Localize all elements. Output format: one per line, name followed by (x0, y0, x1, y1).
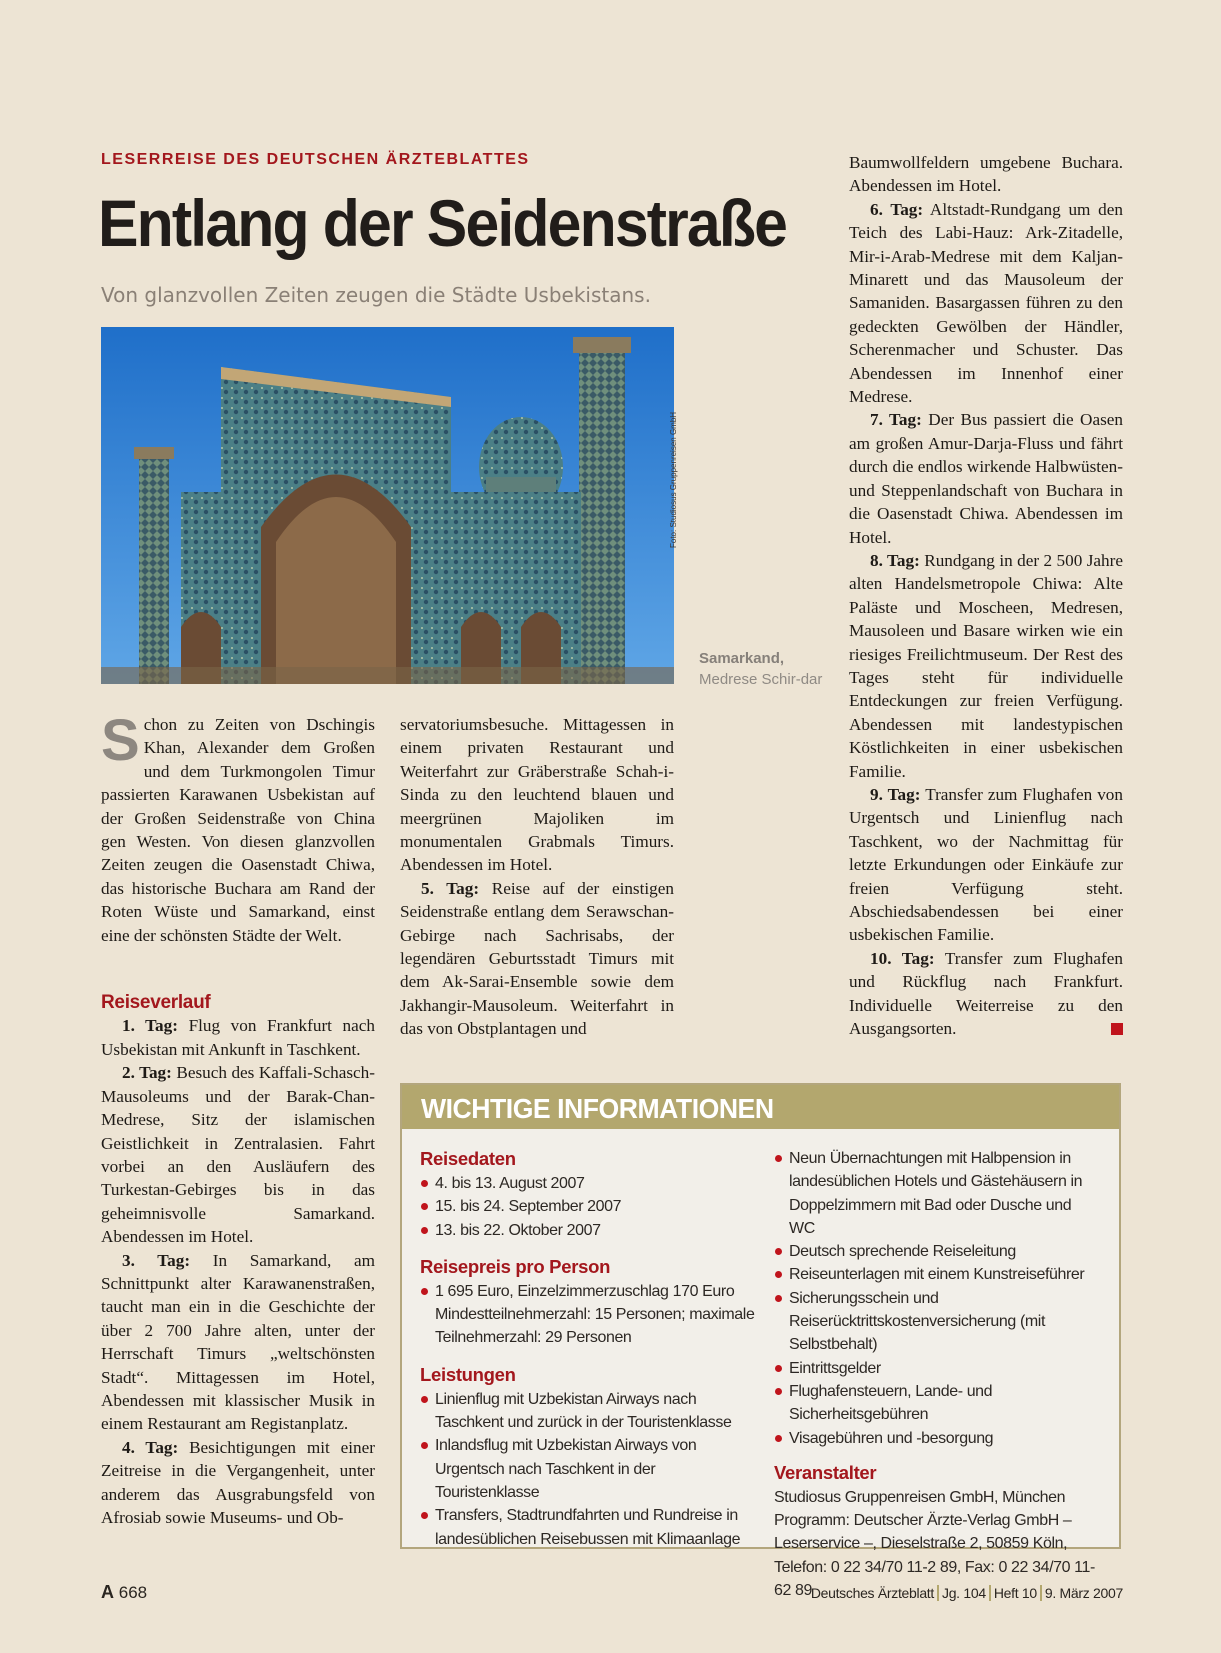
day-label: 7. Tag: (870, 410, 922, 430)
price-list (420, 1280, 755, 1350)
day-text: Altstadt-Rundgang um den Teich des Labi-Hauz: Ark-Zitadelle, Mir-i-Arab-Medrese mit dem Kaljan-Minarett und das Mausoleum der Samaniden. Basargassen führen zu den gedeckten Gewölben der Händler, Scherenmacher und Schuster. Das Abendessen im Innenhof einer Medrese. (849, 199, 1123, 407)
info-box-header (402, 1085, 1119, 1129)
organizer-heading: Veranstalter (774, 1461, 877, 1483)
services-list-right (774, 1147, 1099, 1450)
day-label: 10. Tag: (870, 948, 935, 968)
day-10 (849, 947, 1123, 1041)
list-item: 13. bis 22. Oktober 2007 (420, 1219, 755, 1242)
day-label: 4. Tag: (122, 1437, 179, 1457)
organizer-contact: Programm: Deutscher Ärzte-Verlag GmbH – Leserservice –, Dieselstraße 2, 50859 Köln, Telefon: 0 22 34/70 11-2 89, Fax: 0 22 34/70 11-62 89 (774, 1512, 1095, 1600)
list-item: Eintrittsgelder (774, 1357, 1099, 1380)
itinerary-heading: Reiseverlauf (101, 992, 211, 1014)
page-prefix: A (101, 1582, 114, 1602)
list-item: Neun Übernachtungen mit Halbpension in landesüblichen Hotels und Gästehäusern in Doppelzimmern mit Bad oder Dusche und WC (774, 1147, 1099, 1240)
day-text: Besichtigungen mit einer Zeitreise in die Vergangenheit, unter anderem das Ausgrabungsfeld von Afrosiab sowie Museums- und Ob- (101, 1437, 375, 1527)
divider (1040, 1585, 1042, 1601)
list-item: Visagebühren und -besorgung (774, 1427, 1099, 1450)
price-heading: Reisepreis pro Person (420, 1255, 611, 1277)
day-label: 2. Tag: (122, 1063, 172, 1083)
list-item: Flughafensteuern, Lande- und Sicherheitsgebühren (774, 1380, 1099, 1427)
list-item: 15. bis 24. September 2007 (420, 1195, 755, 1218)
divider (989, 1585, 991, 1601)
day-text: Besuch des Kaffali-Schasch-Mausoleums und der Barak-Chan-Medrese, Sitz der islamischen Geistlichkeit in Zentralasien. Fahrt vorbei an den Ausläufern des Turkestan-Gebirges bis in das geheimnisvolle Samarkand. Abendessen im Hotel. (101, 1063, 375, 1247)
day-label: 5. Tag: (421, 878, 480, 898)
medrese-photo (101, 327, 674, 684)
info-column-left (420, 1146, 755, 1551)
list-item: Inlandsflug mit Uzbekistan Airways von Urgentsch nach Taschkent in der Touristenklasse (420, 1434, 755, 1504)
intro-paragraph (101, 708, 375, 947)
journal-issue: Heft 10 (993, 1585, 1037, 1601)
day-text: Rundgang in der 2 500 Jahre alten Handelsmetropole Chiwa: Alte Paläste und Moscheen, Medresen, Mausoleen und Basare wirken wie ein riesiges Freilichtmuseum. Der Rest des Tages steht für individuelle Entdeckungen zur freien Verfügung. Abendessen mit landestypischen Köstlichkeiten in einer usbekischen Familie. (849, 550, 1124, 781)
day-1 (101, 1014, 375, 1061)
divider (937, 1585, 939, 1601)
day-text: Transfer zum Flughafen und Rückflug nach Frankfurt. Individuelle Weiterreise zu den Ausgangsorten. (849, 948, 1123, 1039)
day-text: Transfer zum Flughafen von Urgentsch und Linienflug nach Taschkent, wo der Nachmittag für letzte Erkundungen oder Einkäufe zur freien Verfügung steht. Abschiedsabendessen bei einer usbekischen Familie. (849, 784, 1123, 945)
list-item: Sicherungsschein und Reiserücktrittskostenversicherung (mit Selbstbehalt) (774, 1287, 1099, 1357)
page-number (101, 1582, 147, 1603)
day-text: Der Bus passiert die Oasen am großen Amur-Darja-Fluss und fährt durch die endlos wirkende Halbwüsten- und Steppenlandschaft von Buchara in die Oasenstadt Chiwa. Abendessen im Hotel. (849, 410, 1124, 547)
journal-name: Deutsches Ärzteblatt (810, 1585, 934, 1601)
day-text: Flug von Frankfurt nach Usbekistan mit Ankunft in Taschkent. (101, 1016, 375, 1059)
journal-volume: Jg. 104 (942, 1585, 986, 1601)
drop-cap: S (101, 708, 140, 773)
day-5-continued: Baumwollfeldern umgebene Buchara. Abendessen im Hotel. (849, 153, 1123, 196)
list-item: Transfers, Stadtrundfahrten und Rundreise in landesüblichen Reisebussen mit Klimaanlage (420, 1504, 755, 1551)
day-label: 8. Tag: (870, 550, 920, 570)
day-4 (101, 1436, 375, 1530)
journal-date: 9. März 2007 (1044, 1585, 1123, 1601)
list-item: Deutsch sprechende Reiseleitung (774, 1240, 1099, 1263)
info-column-right (774, 1147, 1099, 1602)
day-8 (849, 549, 1123, 783)
article-title: Entlang der Seidenstraße (98, 186, 787, 260)
day-4-continued: servatoriumsbesuche. Mittagessen in einem privaten Restaurant und Weiterfahrt zur Gräberstraße Schah-i-Sinda zu den leuchtend blauen und meergrünen Majoliken im monumentalen Grabmals Timurs. Abendessen im Hotel. (400, 715, 674, 875)
dates-heading: Reisedaten (420, 1148, 516, 1169)
organizer-name: Studiosus Gruppenreisen GmbH, München (774, 1488, 1066, 1506)
day-label: 1. Tag: (122, 1016, 178, 1036)
column-3 (849, 151, 1123, 1040)
day-6 (849, 198, 1123, 409)
caption-place: Samarkand, (699, 650, 785, 667)
article-kicker: LESERREISE DES DEUTSCHEN ÄRZTEBLATTES (101, 151, 530, 168)
journal-footer (811, 1585, 1123, 1601)
photo-caption (699, 648, 822, 690)
day-label: 3. Tag: (122, 1250, 191, 1270)
day-7 (849, 408, 1123, 548)
info-box-title: WICHTIGE INFORMATIONEN (421, 1093, 774, 1124)
list-item: Reiseunterlagen mit einem Kunstreiseführer (774, 1263, 1099, 1286)
day-label: 6. Tag: (870, 199, 924, 219)
article-subtitle: Von glanzvollen Zeiten zeugen die Städte Usbekistans. (101, 283, 651, 307)
list-item: 4. bis 13. August 2007 (420, 1172, 755, 1195)
day-label: 9. Tag: (870, 784, 921, 804)
page-number-value: 668 (118, 1583, 148, 1602)
list-item: 1 695 Euro, Einzelzimmerzuschlag 170 Euro Mindestteilnehmerzahl: 15 Personen; maximale Teilnehmerzahl: 29 Personen (420, 1280, 755, 1350)
services-list-left (420, 1388, 755, 1551)
day-text: In Samarkand, am Schnittpunkt alter Karawanenstraßen, taucht man ein in die Geschichte der über 2 700 Jahre alten, unter der Herrschaft Timurs „weltschönsten Stadt“. Mittagessen im Hotel, Abendessen mit klassischer Musik in einem Restaurant am Registanplatz. (101, 1250, 375, 1434)
day-text: Reise auf der einstigen Seidenstraße entlang dem Serawschan-Gebirge nach Sachrisabs, der legendären Geburtsstadt Timurs mit dem Ak-Sarai-Ensemble sowie dem Jakhangir-Mausoleum. Weiterfahrt in das von Obstplantagen und (400, 878, 674, 1039)
day-9 (849, 783, 1123, 947)
column-2 (400, 713, 674, 1041)
day-5 (400, 877, 674, 1041)
day-3 (101, 1249, 375, 1436)
services-heading: Leistungen (420, 1363, 516, 1385)
intro-text: chon zu Zeiten von Dschingis Khan, Alexander dem Großen und dem Turkmongolen Timur passierten Karawanen Usbekistan auf der Großen Seidenstraße von China gen Westen. Von diesen glanzvollen Zeiten zeugen die Oasenstadt Chiwa, das historische Buchara am Rand der Roten Wüste und Samarkand, einst eine der schönsten Städte der Welt. (101, 715, 375, 945)
column-1 (101, 708, 375, 1529)
dates-list (420, 1172, 755, 1242)
end-of-article-mark (1111, 1023, 1123, 1035)
day-2 (101, 1061, 375, 1248)
list-item: Linienflug mit Uzbekistan Airways nach Taschkent und zurück in der Touristenklasse (420, 1388, 755, 1435)
photo-credit: Foto: Studiosus Gruppenreisen GmbH (669, 411, 678, 548)
caption-text: Medrese Schir-dar (699, 671, 823, 688)
